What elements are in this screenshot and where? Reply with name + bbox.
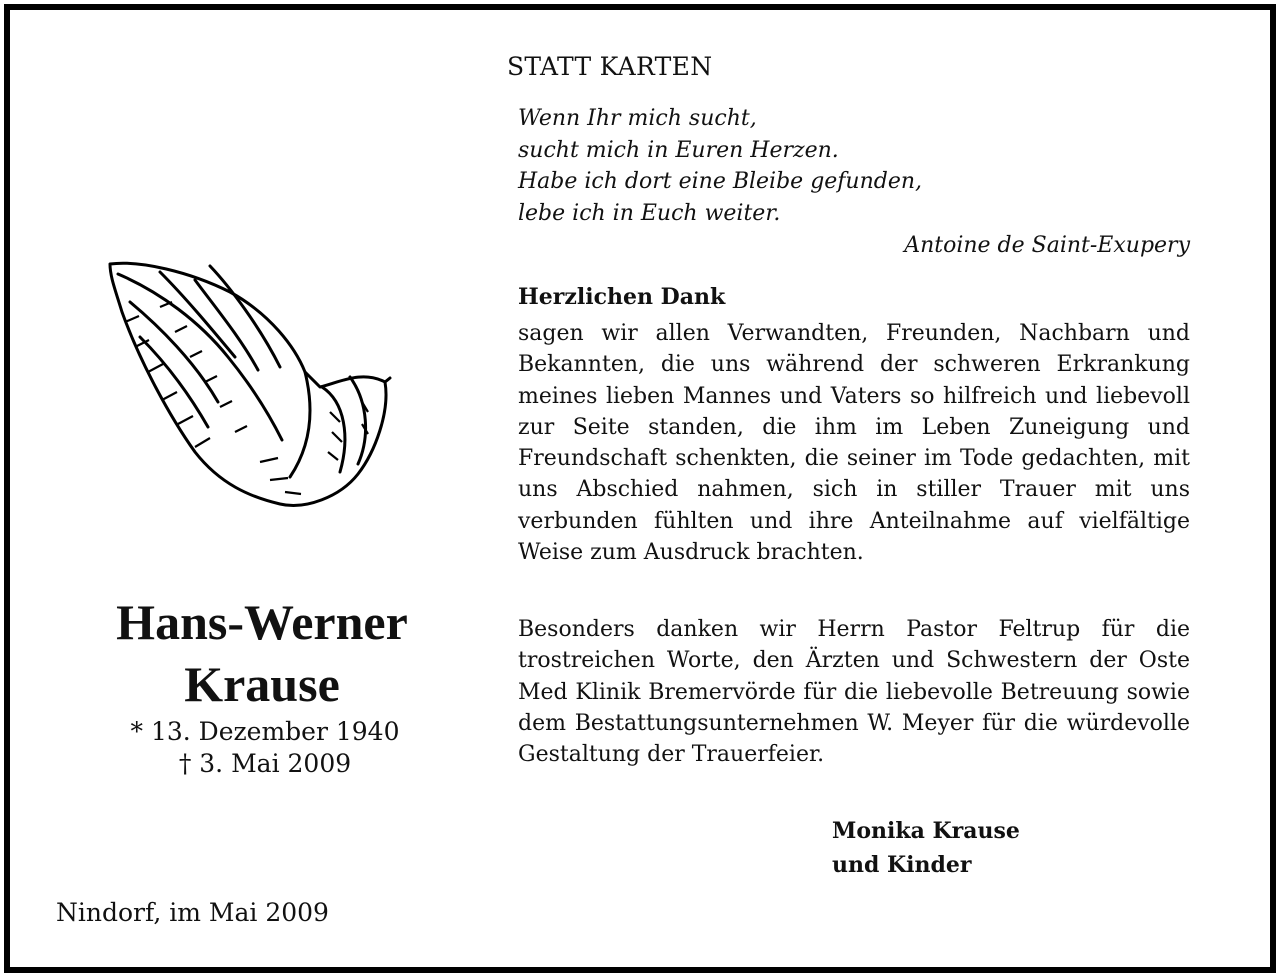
place-date: Nindorf, im Mai 2009 — [56, 898, 329, 927]
life-dates — [60, 716, 470, 780]
signature — [832, 814, 1020, 882]
poem-line: Habe ich dort eine Bleibe gefunden, — [518, 169, 923, 194]
thanks-paragraph-1: sagen wir allen Verwandten, Freunden, Nachbarn und Bekannten, die uns während der schweren Erkrankung meines lieben Mannes und Vaters so hilfreich und liebevoll zur Seite standen, die ihm im Leben Zuneigung und Freundschaft schenkten, die seiner im Tode gedachten, mit uns Abschied nahmen, sich in stiller Trauer mit uns verbunden fühlten und ihre Anteilnahme auf vielfältige Weise zum Ausdruck brachten. — [518, 321, 1190, 566]
deceased-name — [60, 591, 464, 715]
signature-line-2: und Kinder — [832, 852, 972, 878]
death-date: † 3. Mai 2009 — [178, 749, 352, 778]
birth-date: * 13. Dezember 1940 — [130, 717, 400, 746]
signature-line-1: Monika Krause — [832, 818, 1020, 844]
poem-line: sucht mich in Euren Herzen. — [518, 137, 839, 163]
praying-hands-icon — [100, 252, 400, 522]
thanks-paragraph-2: Besonders danken wir Herrn Pastor Feltrup für die trostreichen Worte, den Ärzten und Schwestern der Oste Med Klinik Bremervörde für die liebevolle Betreuung sowie dem Bestattungsunternehmen W. Meyer für die würdevolle Gestaltung der Trauerfeier. — [518, 617, 1190, 768]
poem — [518, 103, 1198, 229]
thanks-title: Herzlichen Dank — [518, 284, 726, 310]
poem-line: lebe ich in Euch weiter. — [518, 200, 781, 226]
statt-karten-label: STATT KARTEN — [507, 52, 713, 81]
poem-line: Wenn Ihr mich sucht, — [518, 106, 757, 131]
deceased-last-name: Krause — [184, 656, 340, 712]
poem-author: Antoine de Saint-Exupery — [904, 233, 1190, 258]
deceased-first-name: Hans-Werner — [116, 594, 408, 650]
